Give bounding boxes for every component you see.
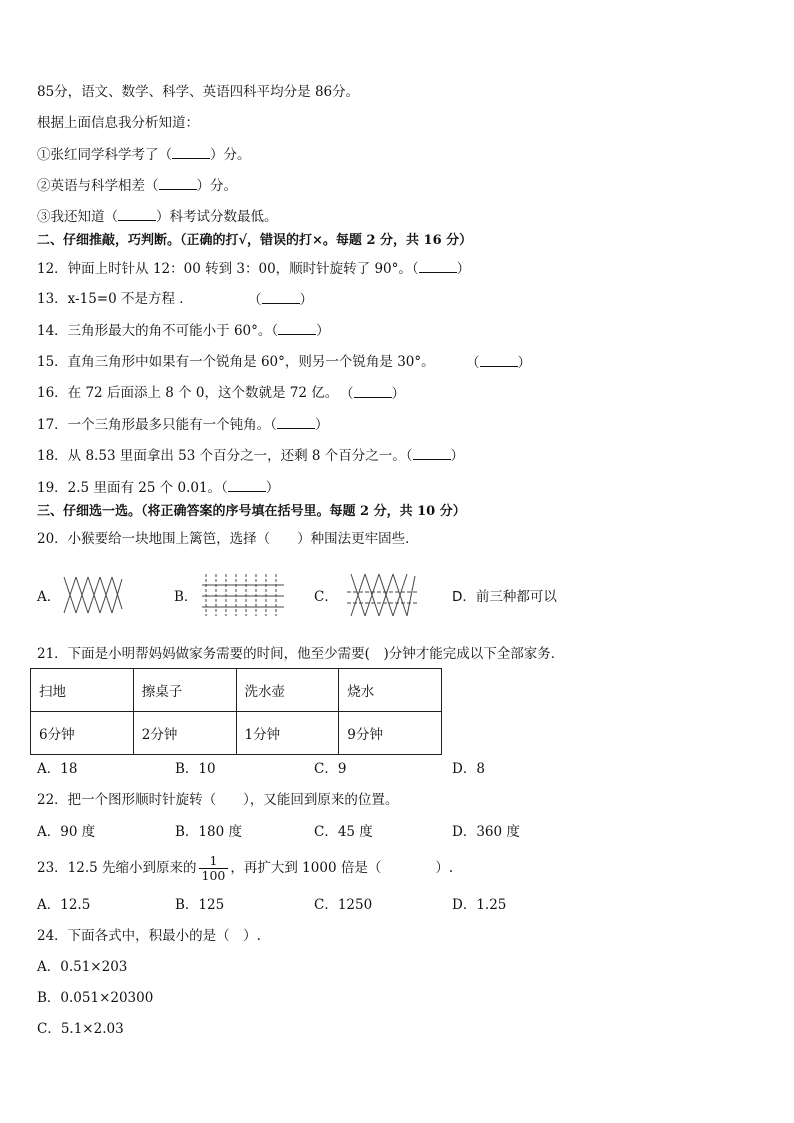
answer-blank[interactable]: [413, 445, 451, 460]
q21-option-a[interactable]: A．18: [37, 761, 78, 777]
table-cell: 6分钟: [31, 712, 134, 755]
fence-figure-a: [62, 575, 124, 617]
intro-item-3: ③我还知道（ ）科考试分数最低。: [37, 206, 278, 227]
question-20: 20．小猴要给一块地围上篱笆，选择（ ）种围法更牢固些．: [37, 531, 419, 547]
option-b-label: B．: [174, 589, 198, 605]
intro-line-2: 根据上面信息我分析知道：: [37, 115, 199, 131]
question-19: 19．2.5 里面有 25 个 0.01。（ ）: [37, 477, 279, 498]
answer-blank[interactable]: [277, 414, 315, 429]
q22-option-a[interactable]: A．90 度: [37, 824, 96, 840]
table-header-cell: 擦桌子: [133, 669, 236, 712]
q22-option-b[interactable]: B．180 度: [175, 824, 242, 840]
fence-figure-c: [345, 572, 419, 618]
option-d-label: D．前三种都可以: [452, 589, 557, 605]
question-17: 17．一个三角形最多只能有一个钝角。（ ）: [37, 414, 328, 435]
fraction: $\frac{1}{100}$: [199, 854, 229, 883]
question-15-answer: （ ）: [466, 352, 531, 373]
q22-option-c[interactable]: C．45 度: [314, 824, 373, 840]
question-15: 15．直角三角形中如果有一个锐角是 60°，则另一个锐角是 30°。: [37, 354, 435, 370]
table-header-cell: 烧水: [339, 669, 442, 712]
intro-item-1: ①张红同学科学考了（ ）分。: [37, 144, 251, 165]
section-3-heading: 三、仔细选一选。（将正确答案的序号填在括号里。每题 2 分，共 10 分）: [37, 504, 466, 519]
table-cell: 1分钟: [236, 712, 339, 755]
question-21: 21．下面是小明帮妈妈做家务需要的时间，他至少需要( )分钟才能完成以下全部家务．: [37, 646, 565, 662]
q23-option-a[interactable]: A．12.5: [37, 897, 91, 913]
chores-table: [30, 668, 442, 755]
q24-option-b[interactable]: B．0.051×20300: [37, 990, 154, 1006]
answer-blank[interactable]: [262, 289, 300, 304]
q21-option-d[interactable]: D．8: [452, 761, 485, 777]
q24-option-c[interactable]: C．5.1×2.03: [37, 1021, 124, 1037]
question-13-answer: （ ）: [248, 289, 313, 310]
answer-blank[interactable]: [354, 383, 392, 398]
question-12: 12．钟面上时针从 12：00 转到 3：00，顺时针旋转了 90°。（ ）: [37, 258, 470, 279]
question-16-answer: （ ）: [340, 383, 405, 404]
answer-blank[interactable]: [118, 206, 156, 221]
q23-option-b[interactable]: B．125: [175, 897, 225, 913]
table-header-cell: 洗水壶: [236, 669, 339, 712]
question-23: 23．12.5 先缩小到原来的 $\frac{1}{100}$ ，再扩大到 1000 倍是（ ）.: [37, 853, 454, 883]
answer-blank[interactable]: [419, 258, 457, 273]
question-16: 16．在 72 后面添上 8 个 0，这个数就是 72 亿。: [37, 385, 339, 401]
q23-option-d[interactable]: D．1.25: [452, 897, 507, 913]
answer-blank[interactable]: [278, 320, 316, 335]
option-c-label: C．: [314, 589, 338, 605]
table-cell: 2分钟: [133, 712, 236, 755]
table-row: [31, 669, 442, 712]
table-cell: 9分钟: [339, 712, 442, 755]
q21-option-c[interactable]: C．9: [314, 761, 347, 777]
question-22: 22．把一个图形顺时针旋转（ ），又能回到原来的位置。: [37, 792, 399, 808]
fence-figure-b: [200, 572, 286, 618]
option-a-label: A．: [37, 589, 61, 605]
q24-option-a[interactable]: A．0.51×203: [37, 959, 128, 975]
answer-blank[interactable]: [480, 352, 518, 367]
answer-blank[interactable]: [172, 144, 210, 159]
table-row: [31, 712, 442, 755]
table-header-cell: 扫地: [31, 669, 134, 712]
q21-option-b[interactable]: B．10: [175, 761, 216, 777]
section-2-heading: 二、仔细推敲，巧判断。（正确的打√，错误的打×。每题 2 分，共 16 分）: [37, 233, 473, 248]
answer-blank[interactable]: [159, 175, 197, 190]
question-14: 14．三角形最大的角不可能小于 60°。（ ）: [37, 320, 330, 341]
q22-option-d[interactable]: D．360 度: [452, 824, 520, 840]
question-24: 24．下面各式中，积最小的是（ ）.: [37, 928, 261, 944]
q23-option-c[interactable]: C．1250: [314, 897, 373, 913]
answer-blank[interactable]: [228, 477, 266, 492]
question-13: 13．x-15=0 不是方程 ．: [37, 291, 193, 307]
question-18: 18．从 8.53 里面拿出 53 个百分之一，还剩 8 个百分之一。（ ）: [37, 445, 464, 466]
intro-line-1: 85分，语文、数学、科学、英语四科平均分是 86分。: [37, 84, 360, 100]
intro-item-2: ②英语与科学相差（ ）分。: [37, 175, 237, 196]
